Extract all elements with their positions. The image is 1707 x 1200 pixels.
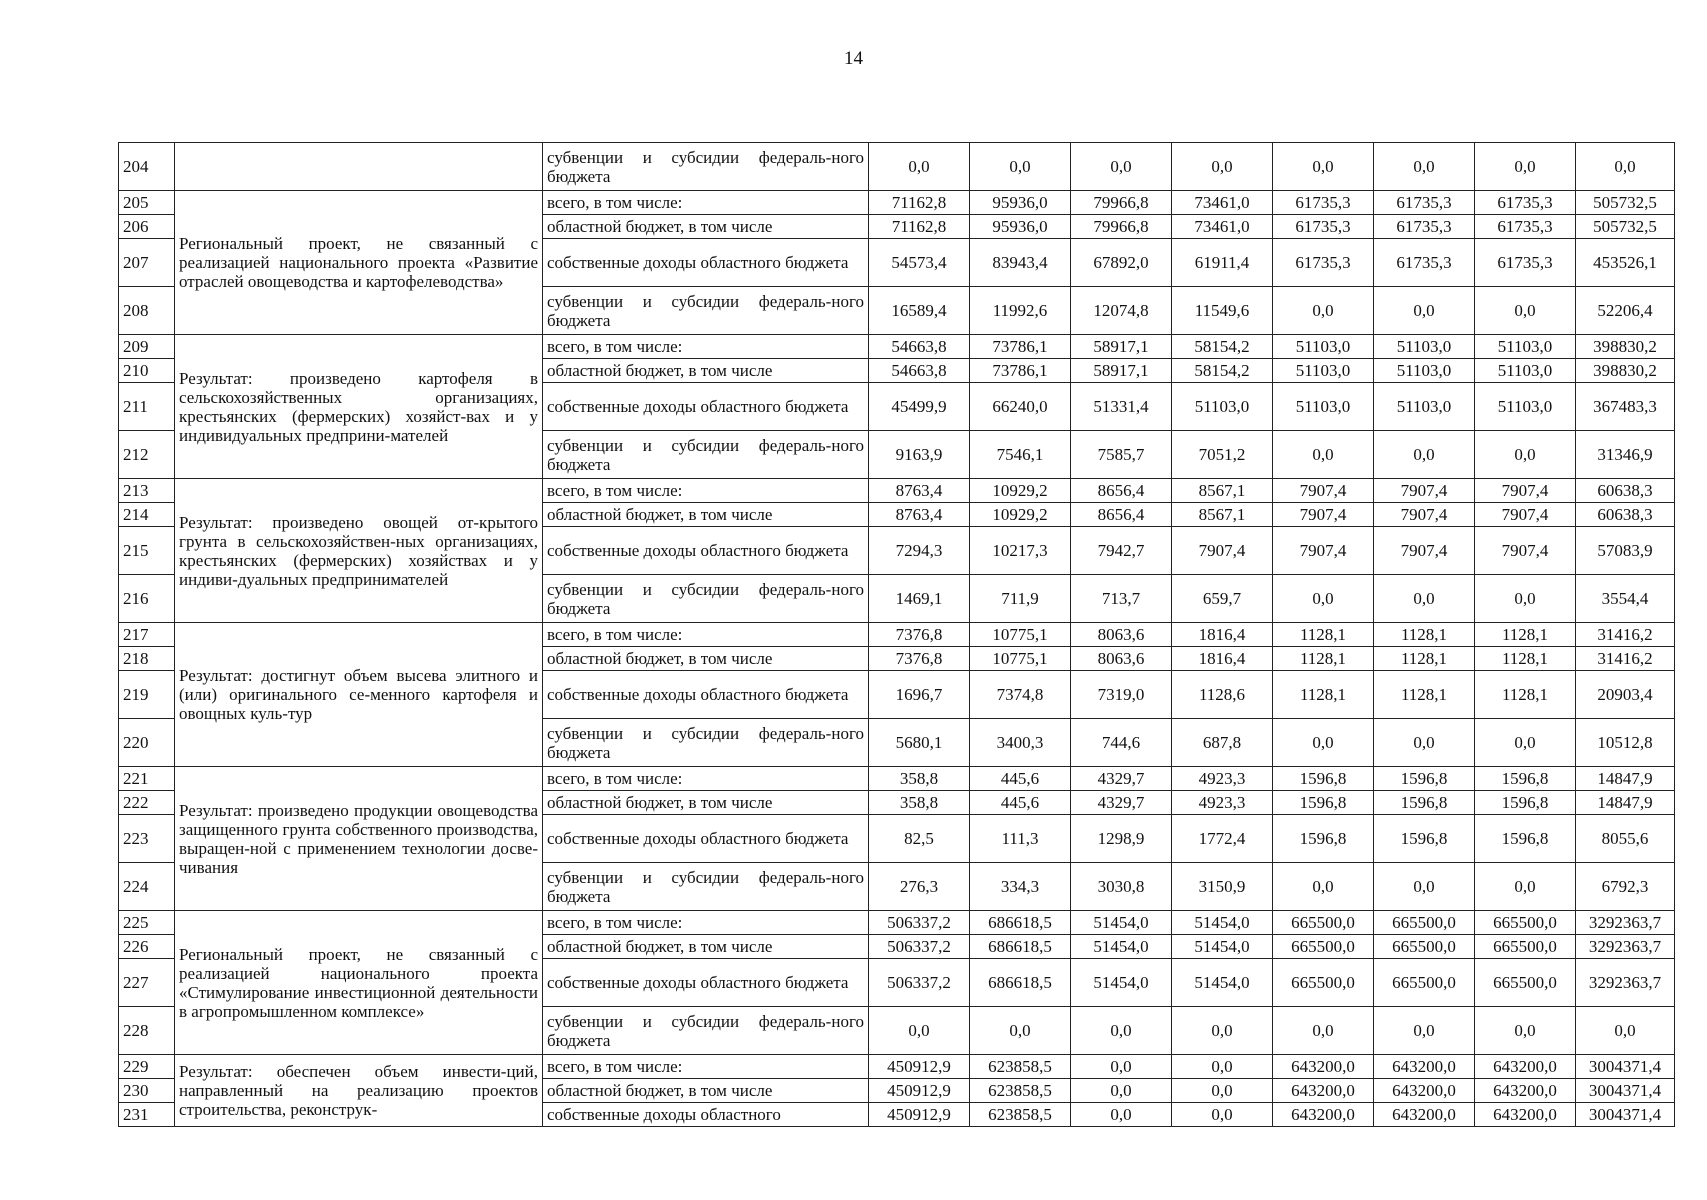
value-cell: 7907,4 bbox=[1475, 527, 1576, 575]
value-cell: 14847,9 bbox=[1576, 791, 1675, 815]
project-description: Результат: обеспечен объем инвести-ций, направленный на реализацию проектов строительства, реконструк- bbox=[175, 1055, 543, 1127]
value-cell: 51103,0 bbox=[1172, 383, 1273, 431]
value-cell: 51454,0 bbox=[1172, 935, 1273, 959]
value-cell: 66240,0 bbox=[970, 383, 1071, 431]
row-number: 204 bbox=[119, 143, 175, 191]
value-cell: 0,0 bbox=[1071, 1103, 1172, 1127]
value-cell: 1128,1 bbox=[1273, 647, 1374, 671]
value-cell: 8063,6 bbox=[1071, 623, 1172, 647]
row-number: 218 bbox=[119, 647, 175, 671]
value-cell: 0,0 bbox=[1071, 1007, 1172, 1055]
value-cell: 73786,1 bbox=[970, 335, 1071, 359]
funding-source: всего, в том числе: bbox=[543, 911, 869, 935]
funding-source: собственные доходы областного бюджета bbox=[543, 959, 869, 1007]
funding-source: субвенции и субсидии федераль-ного бюджета bbox=[543, 575, 869, 623]
value-cell: 0,0 bbox=[1273, 431, 1374, 479]
funding-source: всего, в том числе: bbox=[543, 623, 869, 647]
row-number: 224 bbox=[119, 863, 175, 911]
value-cell: 7907,4 bbox=[1374, 527, 1475, 575]
value-cell: 51103,0 bbox=[1273, 359, 1374, 383]
funding-source: субвенции и субсидии федераль-ного бюджета bbox=[543, 287, 869, 335]
value-cell: 398830,2 bbox=[1576, 359, 1675, 383]
value-cell: 1596,8 bbox=[1475, 815, 1576, 863]
table-row bbox=[119, 335, 1675, 359]
value-cell: 3004371,4 bbox=[1576, 1055, 1675, 1079]
row-number: 206 bbox=[119, 215, 175, 239]
value-cell: 0,0 bbox=[970, 1007, 1071, 1055]
row-number: 210 bbox=[119, 359, 175, 383]
value-cell: 57083,9 bbox=[1576, 527, 1675, 575]
value-cell: 0,0 bbox=[1374, 575, 1475, 623]
budget-table bbox=[118, 142, 1675, 1127]
value-cell: 8055,6 bbox=[1576, 815, 1675, 863]
value-cell: 54663,8 bbox=[869, 359, 970, 383]
value-cell: 61735,3 bbox=[1475, 215, 1576, 239]
value-cell: 1596,8 bbox=[1475, 791, 1576, 815]
value-cell: 0,0 bbox=[1475, 143, 1576, 191]
funding-source: субвенции и субсидии федераль-ного бюджета bbox=[543, 1007, 869, 1055]
value-cell: 276,3 bbox=[869, 863, 970, 911]
value-cell: 60638,3 bbox=[1576, 503, 1675, 527]
value-cell: 665500,0 bbox=[1374, 959, 1475, 1007]
row-number: 228 bbox=[119, 1007, 175, 1055]
value-cell: 73461,0 bbox=[1172, 191, 1273, 215]
row-number: 231 bbox=[119, 1103, 175, 1127]
value-cell: 3150,9 bbox=[1172, 863, 1273, 911]
value-cell: 0,0 bbox=[1475, 1007, 1576, 1055]
value-cell: 665500,0 bbox=[1273, 959, 1374, 1007]
value-cell: 711,9 bbox=[970, 575, 1071, 623]
value-cell: 686618,5 bbox=[970, 935, 1071, 959]
value-cell: 1128,1 bbox=[1374, 647, 1475, 671]
value-cell: 1298,9 bbox=[1071, 815, 1172, 863]
value-cell: 51103,0 bbox=[1374, 359, 1475, 383]
value-cell: 623858,5 bbox=[970, 1079, 1071, 1103]
value-cell: 54573,4 bbox=[869, 239, 970, 287]
funding-source: областной бюджет, в том числе bbox=[543, 359, 869, 383]
value-cell: 7585,7 bbox=[1071, 431, 1172, 479]
value-cell: 7907,4 bbox=[1172, 527, 1273, 575]
value-cell: 16589,4 bbox=[869, 287, 970, 335]
funding-source: областной бюджет, в том числе bbox=[543, 215, 869, 239]
value-cell: 58154,2 bbox=[1172, 335, 1273, 359]
value-cell: 61735,3 bbox=[1475, 239, 1576, 287]
value-cell: 687,8 bbox=[1172, 719, 1273, 767]
value-cell: 58154,2 bbox=[1172, 359, 1273, 383]
value-cell: 7907,4 bbox=[1374, 479, 1475, 503]
value-cell: 83943,4 bbox=[970, 239, 1071, 287]
value-cell: 7374,8 bbox=[970, 671, 1071, 719]
value-cell: 7907,4 bbox=[1475, 503, 1576, 527]
funding-source: собственные доходы областного бюджета bbox=[543, 383, 869, 431]
value-cell: 713,7 bbox=[1071, 575, 1172, 623]
funding-source: всего, в том числе: bbox=[543, 1055, 869, 1079]
row-number: 209 bbox=[119, 335, 175, 359]
value-cell: 1128,1 bbox=[1374, 671, 1475, 719]
row-number: 219 bbox=[119, 671, 175, 719]
funding-source: субвенции и субсидии федераль-ного бюджета bbox=[543, 143, 869, 191]
value-cell: 3004371,4 bbox=[1576, 1079, 1675, 1103]
value-cell: 10775,1 bbox=[970, 623, 1071, 647]
value-cell: 73786,1 bbox=[970, 359, 1071, 383]
value-cell: 1816,4 bbox=[1172, 647, 1273, 671]
value-cell: 744,6 bbox=[1071, 719, 1172, 767]
value-cell: 665500,0 bbox=[1273, 911, 1374, 935]
value-cell: 8763,4 bbox=[869, 503, 970, 527]
value-cell: 3030,8 bbox=[1071, 863, 1172, 911]
value-cell: 398830,2 bbox=[1576, 335, 1675, 359]
value-cell: 445,6 bbox=[970, 791, 1071, 815]
value-cell: 51103,0 bbox=[1475, 335, 1576, 359]
value-cell: 7907,4 bbox=[1374, 503, 1475, 527]
value-cell: 0,0 bbox=[1071, 1055, 1172, 1079]
row-number: 229 bbox=[119, 1055, 175, 1079]
table-row bbox=[119, 1055, 1675, 1079]
project-description bbox=[175, 143, 543, 191]
value-cell: 0,0 bbox=[1374, 863, 1475, 911]
row-number: 222 bbox=[119, 791, 175, 815]
value-cell: 0,0 bbox=[1576, 1007, 1675, 1055]
value-cell: 665500,0 bbox=[1475, 935, 1576, 959]
value-cell: 31346,9 bbox=[1576, 431, 1675, 479]
value-cell: 1128,1 bbox=[1273, 623, 1374, 647]
value-cell: 0,0 bbox=[1374, 719, 1475, 767]
value-cell: 6792,3 bbox=[1576, 863, 1675, 911]
value-cell: 505732,5 bbox=[1576, 191, 1675, 215]
value-cell: 4923,3 bbox=[1172, 791, 1273, 815]
funding-source: собственные доходы областного бюджета bbox=[543, 527, 869, 575]
project-description: Региональный проект, не связанный с реализацией национального проекта «Стимулирование инвестиционной деятельности в агропромышленном комплексе» bbox=[175, 911, 543, 1055]
value-cell: 7942,7 bbox=[1071, 527, 1172, 575]
budget-table-body bbox=[119, 143, 1675, 1127]
value-cell: 0,0 bbox=[1273, 863, 1374, 911]
value-cell: 643200,0 bbox=[1475, 1055, 1576, 1079]
funding-source: собственные доходы областного бюджета bbox=[543, 239, 869, 287]
value-cell: 7051,2 bbox=[1172, 431, 1273, 479]
page-number: 14 bbox=[844, 48, 863, 69]
value-cell: 1596,8 bbox=[1273, 791, 1374, 815]
value-cell: 9163,9 bbox=[869, 431, 970, 479]
value-cell: 71162,8 bbox=[869, 215, 970, 239]
value-cell: 0,0 bbox=[1475, 719, 1576, 767]
value-cell: 5680,1 bbox=[869, 719, 970, 767]
row-number: 227 bbox=[119, 959, 175, 1007]
value-cell: 0,0 bbox=[1071, 1079, 1172, 1103]
value-cell: 623858,5 bbox=[970, 1103, 1071, 1127]
value-cell: 14847,9 bbox=[1576, 767, 1675, 791]
value-cell: 0,0 bbox=[970, 143, 1071, 191]
funding-source: областной бюджет, в том числе bbox=[543, 935, 869, 959]
project-description: Региональный проект, не связанный с реализацией национального проекта «Развитие отраслей овощеводства и картофелеводства» bbox=[175, 191, 543, 335]
value-cell: 450912,9 bbox=[869, 1103, 970, 1127]
table-row bbox=[119, 623, 1675, 647]
value-cell: 7319,0 bbox=[1071, 671, 1172, 719]
value-cell: 31416,2 bbox=[1576, 623, 1675, 647]
value-cell: 7907,4 bbox=[1273, 503, 1374, 527]
value-cell: 0,0 bbox=[1071, 143, 1172, 191]
value-cell: 1596,8 bbox=[1374, 791, 1475, 815]
value-cell: 31416,2 bbox=[1576, 647, 1675, 671]
value-cell: 0,0 bbox=[1576, 143, 1675, 191]
value-cell: 0,0 bbox=[1273, 575, 1374, 623]
funding-source: субвенции и субсидии федераль-ного бюджета bbox=[543, 863, 869, 911]
funding-source: всего, в том числе: bbox=[543, 767, 869, 791]
funding-source: собственные доходы областного бюджета bbox=[543, 671, 869, 719]
value-cell: 45499,9 bbox=[869, 383, 970, 431]
value-cell: 7376,8 bbox=[869, 647, 970, 671]
funding-source: областной бюджет, в том числе bbox=[543, 791, 869, 815]
value-cell: 61735,3 bbox=[1374, 239, 1475, 287]
value-cell: 10217,3 bbox=[970, 527, 1071, 575]
value-cell: 505732,5 bbox=[1576, 215, 1675, 239]
value-cell: 3292363,7 bbox=[1576, 911, 1675, 935]
value-cell: 54663,8 bbox=[869, 335, 970, 359]
value-cell: 0,0 bbox=[1172, 1103, 1273, 1127]
value-cell: 7907,4 bbox=[1475, 479, 1576, 503]
row-number: 215 bbox=[119, 527, 175, 575]
value-cell: 73461,0 bbox=[1172, 215, 1273, 239]
value-cell: 0,0 bbox=[1374, 287, 1475, 335]
value-cell: 665500,0 bbox=[1374, 911, 1475, 935]
value-cell: 623858,5 bbox=[970, 1055, 1071, 1079]
row-number: 207 bbox=[119, 239, 175, 287]
row-number: 217 bbox=[119, 623, 175, 647]
value-cell: 51103,0 bbox=[1475, 359, 1576, 383]
value-cell: 0,0 bbox=[1273, 719, 1374, 767]
project-description: Результат: достигнут объем высева элитного и (или) оригинального се-менного картофеля и овощных куль-тур bbox=[175, 623, 543, 767]
table-row bbox=[119, 479, 1675, 503]
value-cell: 61735,3 bbox=[1374, 191, 1475, 215]
table-row bbox=[119, 191, 1675, 215]
value-cell: 367483,3 bbox=[1576, 383, 1675, 431]
value-cell: 71162,8 bbox=[869, 191, 970, 215]
value-cell: 4923,3 bbox=[1172, 767, 1273, 791]
value-cell: 61735,3 bbox=[1374, 215, 1475, 239]
value-cell: 20903,4 bbox=[1576, 671, 1675, 719]
value-cell: 1128,1 bbox=[1475, 623, 1576, 647]
value-cell: 0,0 bbox=[1475, 431, 1576, 479]
value-cell: 686618,5 bbox=[970, 959, 1071, 1007]
value-cell: 111,3 bbox=[970, 815, 1071, 863]
value-cell: 643200,0 bbox=[1374, 1055, 1475, 1079]
value-cell: 1469,1 bbox=[869, 575, 970, 623]
value-cell: 8656,4 bbox=[1071, 503, 1172, 527]
value-cell: 51454,0 bbox=[1071, 959, 1172, 1007]
value-cell: 51103,0 bbox=[1374, 335, 1475, 359]
value-cell: 79966,8 bbox=[1071, 215, 1172, 239]
value-cell: 1596,8 bbox=[1374, 767, 1475, 791]
project-description: Результат: произведено продукции овощеводства защищенного грунта собственного производства, выращен-ной с применением технологии досве-чивания bbox=[175, 767, 543, 911]
value-cell: 10512,8 bbox=[1576, 719, 1675, 767]
value-cell: 58917,1 bbox=[1071, 359, 1172, 383]
value-cell: 11992,6 bbox=[970, 287, 1071, 335]
funding-source: собственные доходы областного bbox=[543, 1103, 869, 1127]
value-cell: 358,8 bbox=[869, 791, 970, 815]
value-cell: 8763,4 bbox=[869, 479, 970, 503]
value-cell: 506337,2 bbox=[869, 935, 970, 959]
value-cell: 665500,0 bbox=[1374, 935, 1475, 959]
table-row bbox=[119, 911, 1675, 935]
value-cell: 1128,1 bbox=[1475, 647, 1576, 671]
value-cell: 643200,0 bbox=[1374, 1079, 1475, 1103]
value-cell: 453526,1 bbox=[1576, 239, 1675, 287]
row-number: 230 bbox=[119, 1079, 175, 1103]
value-cell: 0,0 bbox=[1374, 431, 1475, 479]
value-cell: 7376,8 bbox=[869, 623, 970, 647]
value-cell: 0,0 bbox=[1374, 1007, 1475, 1055]
value-cell: 51103,0 bbox=[1475, 383, 1576, 431]
funding-source: областной бюджет, в том числе bbox=[543, 503, 869, 527]
row-number: 211 bbox=[119, 383, 175, 431]
row-number: 223 bbox=[119, 815, 175, 863]
value-cell: 665500,0 bbox=[1273, 935, 1374, 959]
value-cell: 51454,0 bbox=[1172, 911, 1273, 935]
value-cell: 61735,3 bbox=[1273, 239, 1374, 287]
value-cell: 665500,0 bbox=[1475, 911, 1576, 935]
value-cell: 686618,5 bbox=[970, 911, 1071, 935]
row-number: 221 bbox=[119, 767, 175, 791]
value-cell: 51454,0 bbox=[1071, 935, 1172, 959]
value-cell: 1696,7 bbox=[869, 671, 970, 719]
value-cell: 643200,0 bbox=[1273, 1103, 1374, 1127]
value-cell: 643200,0 bbox=[1374, 1103, 1475, 1127]
value-cell: 1772,4 bbox=[1172, 815, 1273, 863]
value-cell: 10929,2 bbox=[970, 479, 1071, 503]
row-number: 225 bbox=[119, 911, 175, 935]
value-cell: 0,0 bbox=[869, 1007, 970, 1055]
row-number: 226 bbox=[119, 935, 175, 959]
row-number: 220 bbox=[119, 719, 175, 767]
funding-source: всего, в том числе: bbox=[543, 479, 869, 503]
value-cell: 643200,0 bbox=[1273, 1055, 1374, 1079]
value-cell: 1128,6 bbox=[1172, 671, 1273, 719]
value-cell: 8656,4 bbox=[1071, 479, 1172, 503]
value-cell: 0,0 bbox=[1475, 287, 1576, 335]
value-cell: 659,7 bbox=[1172, 575, 1273, 623]
row-number: 213 bbox=[119, 479, 175, 503]
value-cell: 95936,0 bbox=[970, 215, 1071, 239]
value-cell: 12074,8 bbox=[1071, 287, 1172, 335]
value-cell: 61735,3 bbox=[1273, 215, 1374, 239]
value-cell: 1128,1 bbox=[1374, 623, 1475, 647]
funding-source: субвенции и субсидии федераль-ного бюджета bbox=[543, 719, 869, 767]
value-cell: 11549,6 bbox=[1172, 287, 1273, 335]
value-cell: 643200,0 bbox=[1475, 1079, 1576, 1103]
value-cell: 51454,0 bbox=[1071, 911, 1172, 935]
value-cell: 51103,0 bbox=[1273, 383, 1374, 431]
value-cell: 0,0 bbox=[1172, 143, 1273, 191]
value-cell: 643200,0 bbox=[1475, 1103, 1576, 1127]
value-cell: 4329,7 bbox=[1071, 767, 1172, 791]
value-cell: 51103,0 bbox=[1273, 335, 1374, 359]
value-cell: 7907,4 bbox=[1273, 527, 1374, 575]
value-cell: 1816,4 bbox=[1172, 623, 1273, 647]
row-number: 208 bbox=[119, 287, 175, 335]
value-cell: 0,0 bbox=[1273, 287, 1374, 335]
project-description: Результат: произведено картофеля в сельскохозяйственных организациях, крестьянских (фермерских) хозяйст-вах и у индивидуальных предприни-мателей bbox=[175, 335, 543, 479]
value-cell: 8063,6 bbox=[1071, 647, 1172, 671]
value-cell: 3554,4 bbox=[1576, 575, 1675, 623]
funding-source: областной бюджет, в том числе bbox=[543, 1079, 869, 1103]
table-row bbox=[119, 143, 1675, 191]
value-cell: 1596,8 bbox=[1475, 767, 1576, 791]
value-cell: 61735,3 bbox=[1273, 191, 1374, 215]
value-cell: 3292363,7 bbox=[1576, 935, 1675, 959]
value-cell: 0,0 bbox=[1475, 575, 1576, 623]
value-cell: 7907,4 bbox=[1273, 479, 1374, 503]
value-cell: 334,3 bbox=[970, 863, 1071, 911]
value-cell: 51454,0 bbox=[1172, 959, 1273, 1007]
funding-source: собственные доходы областного бюджета bbox=[543, 815, 869, 863]
value-cell: 506337,2 bbox=[869, 911, 970, 935]
value-cell: 0,0 bbox=[1172, 1007, 1273, 1055]
value-cell: 10775,1 bbox=[970, 647, 1071, 671]
row-number: 212 bbox=[119, 431, 175, 479]
value-cell: 4329,7 bbox=[1071, 791, 1172, 815]
value-cell: 665500,0 bbox=[1475, 959, 1576, 1007]
row-number: 205 bbox=[119, 191, 175, 215]
value-cell: 0,0 bbox=[1374, 143, 1475, 191]
funding-source: субвенции и субсидии федераль-ного бюджета bbox=[543, 431, 869, 479]
value-cell: 1128,1 bbox=[1475, 671, 1576, 719]
value-cell: 61911,4 bbox=[1172, 239, 1273, 287]
value-cell: 8567,1 bbox=[1172, 479, 1273, 503]
value-cell: 0,0 bbox=[869, 143, 970, 191]
value-cell: 60638,3 bbox=[1576, 479, 1675, 503]
value-cell: 506337,2 bbox=[869, 959, 970, 1007]
value-cell: 0,0 bbox=[1172, 1055, 1273, 1079]
value-cell: 450912,9 bbox=[869, 1055, 970, 1079]
value-cell: 1596,8 bbox=[1374, 815, 1475, 863]
value-cell: 0,0 bbox=[1273, 143, 1374, 191]
value-cell: 0,0 bbox=[1172, 1079, 1273, 1103]
value-cell: 3292363,7 bbox=[1576, 959, 1675, 1007]
value-cell: 1596,8 bbox=[1273, 767, 1374, 791]
value-cell: 51103,0 bbox=[1374, 383, 1475, 431]
value-cell: 1596,8 bbox=[1273, 815, 1374, 863]
value-cell: 82,5 bbox=[869, 815, 970, 863]
funding-source: всего, в том числе: bbox=[543, 335, 869, 359]
value-cell: 95936,0 bbox=[970, 191, 1071, 215]
value-cell: 3004371,4 bbox=[1576, 1103, 1675, 1127]
value-cell: 445,6 bbox=[970, 767, 1071, 791]
value-cell: 3400,3 bbox=[970, 719, 1071, 767]
row-number: 216 bbox=[119, 575, 175, 623]
value-cell: 51331,4 bbox=[1071, 383, 1172, 431]
value-cell: 10929,2 bbox=[970, 503, 1071, 527]
row-number: 214 bbox=[119, 503, 175, 527]
value-cell: 79966,8 bbox=[1071, 191, 1172, 215]
value-cell: 0,0 bbox=[1475, 863, 1576, 911]
table-row bbox=[119, 767, 1675, 791]
value-cell: 0,0 bbox=[1273, 1007, 1374, 1055]
value-cell: 358,8 bbox=[869, 767, 970, 791]
funding-source: всего, в том числе: bbox=[543, 191, 869, 215]
value-cell: 67892,0 bbox=[1071, 239, 1172, 287]
value-cell: 1128,1 bbox=[1273, 671, 1374, 719]
project-description: Результат: произведено овощей от-крытого грунта в сельскохозяйствен-ных организациях, крестьянских (фермерских) хозяйствах и у индиви-дуальных предпринимателей bbox=[175, 479, 543, 623]
funding-source: областной бюджет, в том числе bbox=[543, 647, 869, 671]
value-cell: 7294,3 bbox=[869, 527, 970, 575]
value-cell: 7546,1 bbox=[970, 431, 1071, 479]
value-cell: 61735,3 bbox=[1475, 191, 1576, 215]
value-cell: 450912,9 bbox=[869, 1079, 970, 1103]
value-cell: 643200,0 bbox=[1273, 1079, 1374, 1103]
value-cell: 8567,1 bbox=[1172, 503, 1273, 527]
value-cell: 58917,1 bbox=[1071, 335, 1172, 359]
value-cell: 52206,4 bbox=[1576, 287, 1675, 335]
